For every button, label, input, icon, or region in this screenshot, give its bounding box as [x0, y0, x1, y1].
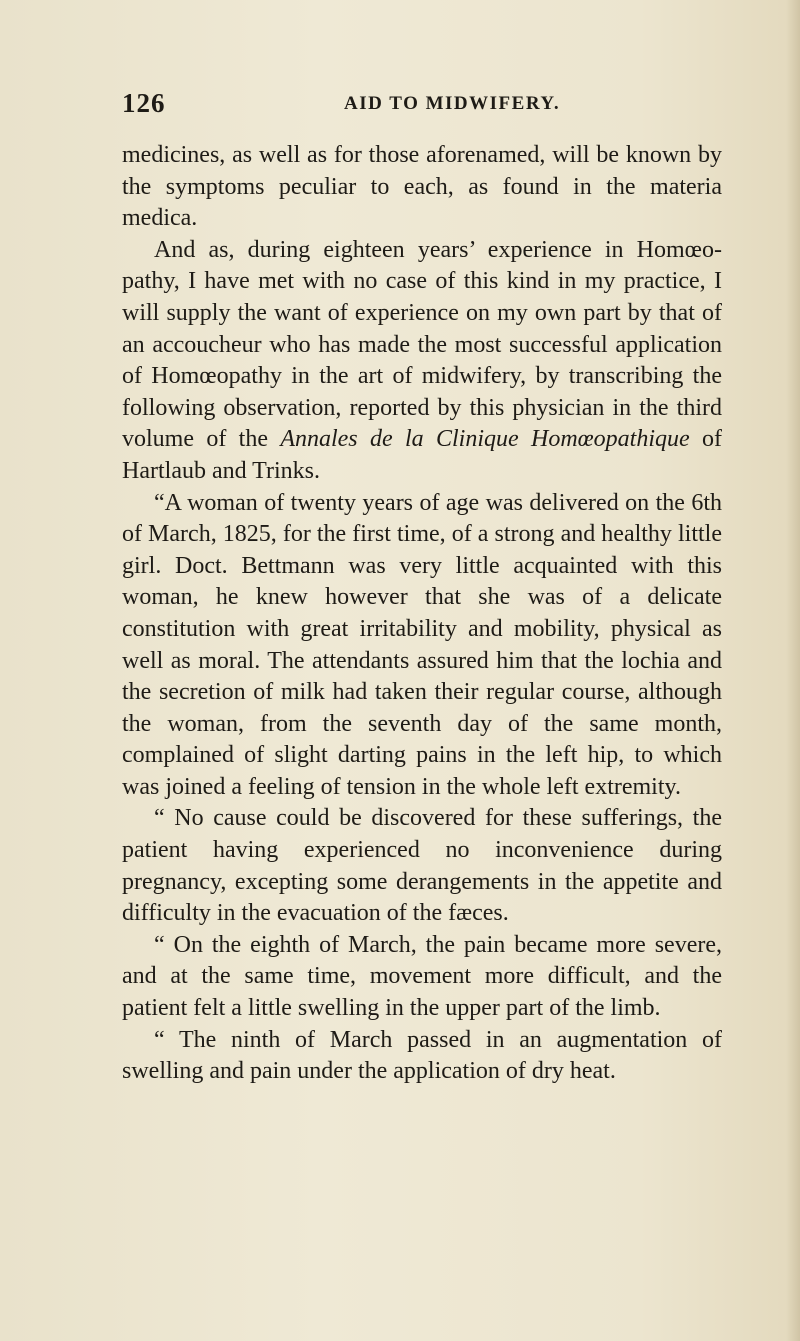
running-head: AID TO MIDWIFERY. — [344, 93, 561, 114]
paragraph-introduction — [122, 235, 722, 488]
paragraph-ninth-march: “ The ninth of March passed in an augmentation of swelling and pain under the application of dry heat. — [122, 1026, 722, 1085]
page-number: 126 — [122, 88, 166, 118]
paragraph-case-report: “A woman of twenty years of age was delivered on the 6th of March, 1825, for the first time, of a strong and healthy little girl. Doct. Bettmann was very little acquainted with this woman, he knew however that she was of a delicate constitution with great irritability and mobility, physical as well as moral. The attendants assured him that the lochia and the secretion of milk had taken their regular course, although the woman, from the seventh day of the same month, complained of slight darting pains in the left hip, to which was joined a feeling of tension in the whole left extremity. — [122, 489, 722, 800]
journal-title: Annales de la Clinique Homœopathique — [280, 426, 690, 453]
paragraph-eighth-march: “ On the eighth of March, the pain became more severe, and at the same time, movement more difficult, and the patient felt a little swelling in the upper part of the limb. — [122, 931, 722, 1022]
journal-title-suffix: of Hartlaub and Trinks. — [122, 426, 722, 484]
body-text — [122, 140, 722, 1088]
paragraph-introduction-text: And as, during eighteen years’ experience in Homœo- pathy, I have met with no case of this kind in my practice, I will supply the want of experience on my own part by that of an accoucheur who has made the most successful application of Homœopathy in the art of midwifery, by transcribing the following observation, reported by this physician in the third volume of the — [122, 236, 722, 453]
page-edge-shadow — [786, 0, 800, 1341]
paragraph-no-cause: “ No cause could be discovered for these sufferings, the patient having experienced no inconvenience during pregnancy, excepting some derangements in the appetite and difficulty in the evacuation of the fæces. — [122, 805, 722, 927]
paragraph-continuation: medicines, as well as for those aforenamed, will be known by the symptoms peculiar to each, as found in the materia medica. — [122, 142, 722, 232]
page-header — [122, 88, 722, 118]
